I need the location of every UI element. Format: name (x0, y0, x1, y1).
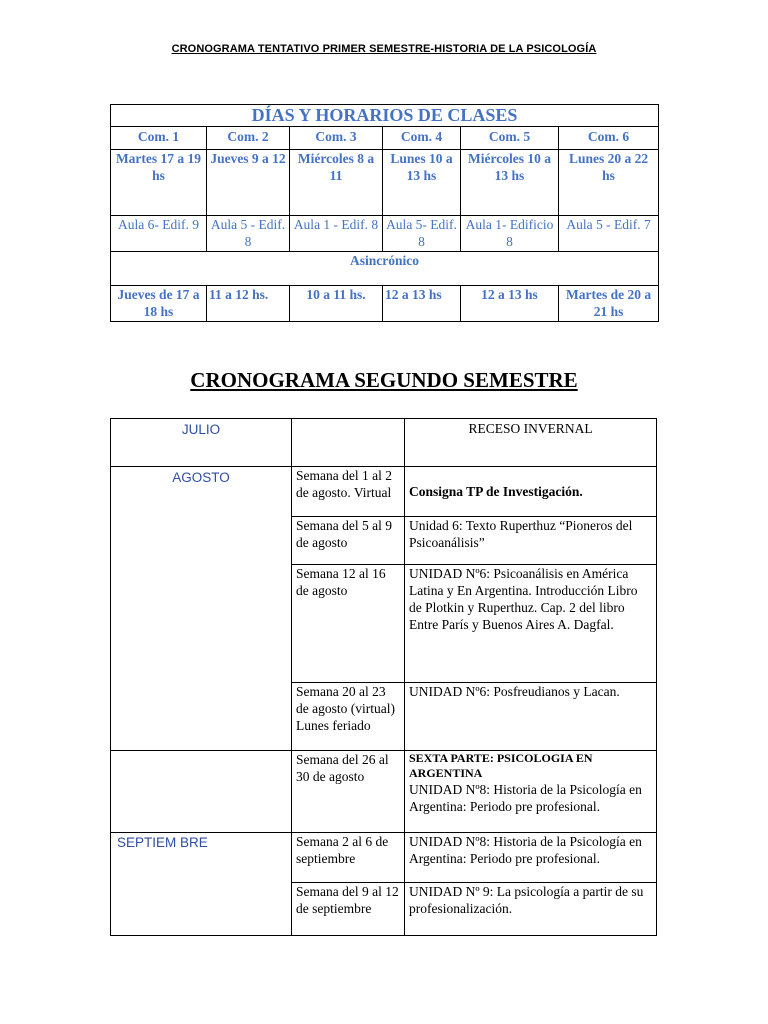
week-cell: Semana del 26 al 30 de agosto (292, 751, 405, 833)
async-time-cell: Jueves de 17 a 18 hs (111, 286, 207, 322)
topic-cell: UNIDAD Nº8: Historia de la Psicología en Argentina: Periodo pre profesional. (405, 833, 657, 883)
winter-break-cell: RECESO INVERNAL (405, 419, 657, 467)
week-cell: Semana 2 al 6 de septiembre (292, 833, 405, 883)
classes-schedule-table (110, 104, 659, 322)
week-cell: Semana del 1 al 2 de agosto. Virtual (292, 467, 405, 517)
topic-text: UNIDAD Nº8: Historia de la Psicología en Argentina: Periodo pre profesional. (409, 782, 642, 814)
class-day-cell: Jueves 9 a 12 (207, 150, 290, 216)
week-cell: Semana 12 al 16 de agosto (292, 565, 405, 683)
class-day-cell: Martes 17 a 19 hs (111, 150, 207, 216)
commission-header: Com. 4 (383, 127, 461, 150)
async-label: Asincrónico (111, 252, 659, 286)
class-day-cell: Lunes 20 a 22 hs (559, 150, 659, 216)
classroom-cell: Aula 5 - Edif. 7 (559, 216, 659, 252)
topic-cell: Unidad 6: Texto Ruperthuz “Pioneros del Psicoanálisis” (405, 517, 657, 565)
month-july: JULIO (111, 419, 292, 467)
topic-cell: UNIDAD Nº 9: La psicología a partir de su profesionalización. (405, 883, 657, 936)
async-time-cell: 10 a 11 hs. (290, 286, 383, 322)
second-semester-title: CRONOGRAMA SEGUNDO SEMESTRE (190, 368, 578, 392)
classroom-cell: Aula 5- Edif. 8 (383, 216, 461, 252)
class-day-cell: Miércoles 8 a 11 (290, 150, 383, 216)
topic-cell: UNIDAD Nº6: Posfreudianos y Lacan. (405, 683, 657, 751)
class-day-cell: Miércoles 10 a 13 hs (461, 150, 559, 216)
week-cell: Semana 20 al 23 de agosto (virtual) Lunes feriado (292, 683, 405, 751)
classroom-cell: Aula 5 - Edif. 8 (207, 216, 290, 252)
commission-header: Com. 6 (559, 127, 659, 150)
week-cell: Semana del 9 al 12 de septiembre (292, 883, 405, 936)
topic-cell: Consigna TP de Investigación. (405, 467, 657, 517)
classroom-cell: Aula 6- Edif. 9 (111, 216, 207, 252)
topic-cell: UNIDAD Nº6: Psicoanálisis en América Latina y En Argentina. Introducción Libro de Plotkin y Ruperthuz. Cap. 2 del libro Entre París y Buenos Aires A. Dagfal. (405, 565, 657, 683)
page-title: CRONOGRAMA TENTATIVO PRIMER SEMESTRE-HISTORIA DE LA PSICOLOGÍA (171, 43, 597, 55)
async-time-cell: 12 a 13 hs (383, 286, 461, 322)
classroom-cell: Aula 1 - Edif. 8 (290, 216, 383, 252)
week-cell-empty (111, 751, 292, 833)
classroom-cell: Aula 1- Edificio 8 (461, 216, 559, 252)
week-cell-empty (292, 419, 405, 467)
async-time-cell: 12 a 13 hs (461, 286, 559, 322)
commission-header: Com. 5 (461, 127, 559, 150)
commission-header: Com. 1 (111, 127, 207, 150)
classes-table-title: DÍAS Y HORARIOS DE CLASES (111, 105, 659, 127)
commission-header: Com. 3 (290, 127, 383, 150)
commission-header: Com. 2 (207, 127, 290, 150)
second-semester-schedule-table (110, 418, 657, 936)
async-time-cell: Martes de 20 a 21 hs (559, 286, 659, 322)
async-time-cell: 11 a 12 hs. (207, 286, 290, 322)
month-august: AGOSTO (111, 467, 292, 751)
topic-cell (405, 751, 657, 833)
section-heading: SEXTA PARTE: PSICOLOGIA EN ARGENTINA (409, 751, 593, 780)
month-september: SEPTIEM BRE (111, 833, 292, 936)
week-cell: Semana del 5 al 9 de agosto (292, 517, 405, 565)
class-day-cell: Lunes 10 a 13 hs (383, 150, 461, 216)
